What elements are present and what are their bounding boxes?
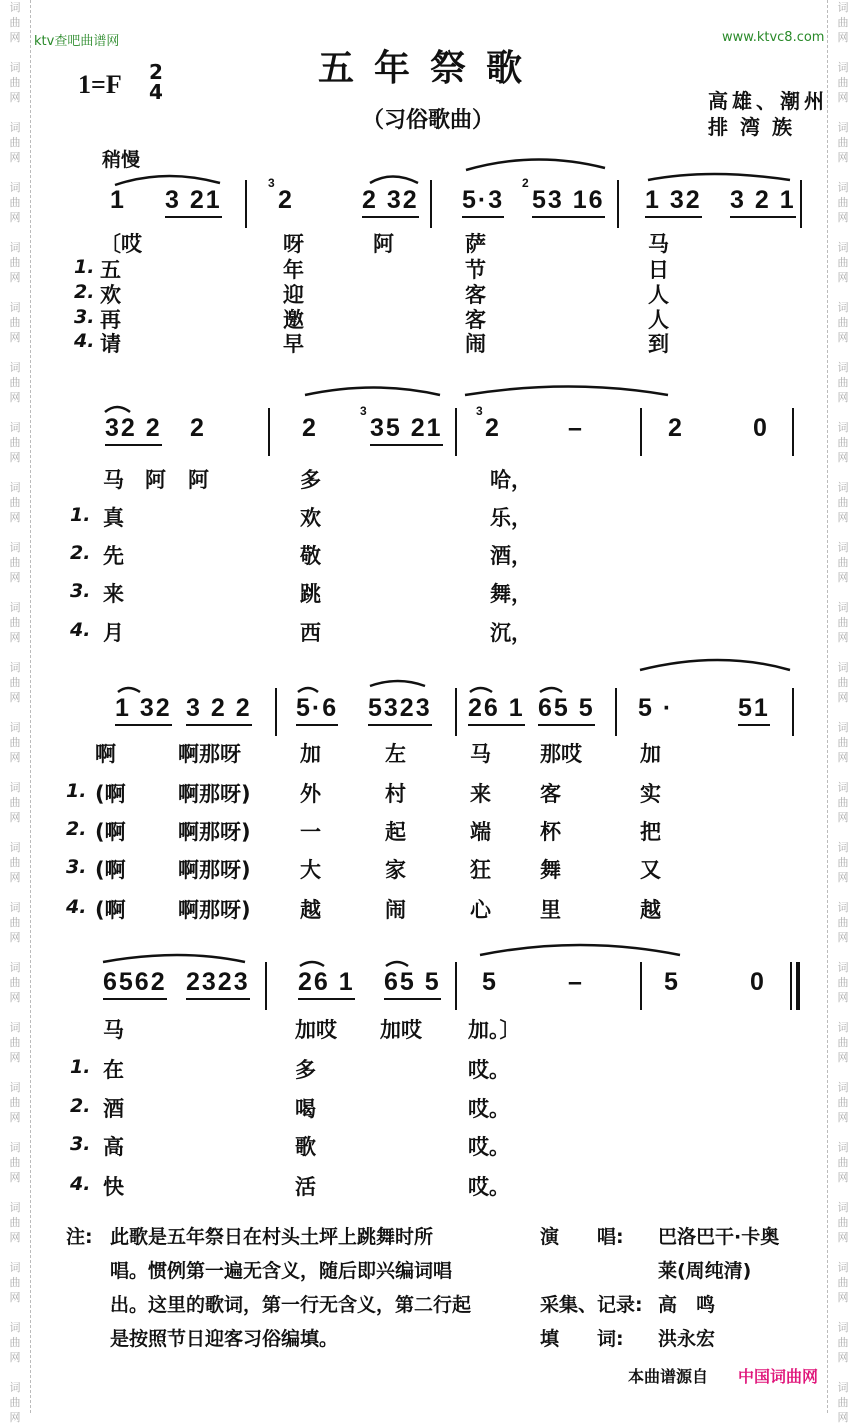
lyric: 哎。 [468, 1135, 510, 1159]
lyric: 迎 [283, 283, 304, 307]
lyric: 五 [100, 258, 121, 282]
lyric: 月 [103, 621, 124, 645]
song-subtitle: （习俗歌曲） [362, 108, 495, 133]
watermark-text: 词曲网 [837, 1261, 849, 1304]
note: 65 5 [384, 968, 441, 1000]
verse-number: 1. [70, 1056, 91, 1078]
lyric: 哈， [490, 468, 532, 492]
watermark-text: 词曲网 [9, 841, 21, 884]
watermark-text: 词曲网 [837, 541, 849, 584]
lyric: 闹 [385, 898, 406, 922]
verse-number: 4. [70, 619, 91, 641]
lyric: 加哎 [380, 1018, 422, 1042]
note: 3 21 [165, 186, 222, 218]
lyric: 客 [465, 308, 486, 332]
watermark-text: 词曲网 [9, 121, 21, 164]
origin-line2: 排湾族 [708, 115, 804, 139]
lyric: 邀 [283, 308, 304, 332]
watermark-text: 词曲网 [837, 781, 849, 824]
note: 2 [668, 414, 684, 442]
lyric: 欢 [100, 283, 121, 307]
watermark-text: 词曲网 [9, 421, 21, 464]
lyric: 阿 [188, 468, 209, 492]
lyric: 杯 [540, 820, 561, 844]
watermark-text: 词曲网 [9, 541, 21, 584]
slur [466, 159, 605, 170]
watermark-text: 词曲网 [837, 961, 849, 1004]
note: 35 21 [370, 414, 443, 446]
lyric: 阿 [145, 468, 166, 492]
watermark-text: 词曲网 [837, 1081, 849, 1124]
note: – [568, 968, 584, 996]
note: 6562 [103, 968, 167, 1000]
credit-name: 洪永宏 [658, 1328, 716, 1350]
watermark-text: 词曲网 [9, 901, 21, 944]
lyric: 来 [103, 582, 124, 606]
verse-number: 3. [70, 580, 91, 602]
credit-name: 高 鸣 [658, 1294, 716, 1316]
watermark-text: 词曲网 [9, 1, 21, 44]
lyric: 西 [300, 621, 321, 645]
slur [465, 387, 668, 396]
note: 3 2 2 [186, 694, 252, 726]
lyric: 啊那呀) [178, 820, 251, 844]
footnote-label: 注: [66, 1226, 93, 1248]
watermark-text: 词曲网 [9, 181, 21, 224]
watermark-text: 词曲网 [9, 1081, 21, 1124]
watermark-text: 词曲网 [9, 241, 21, 284]
watermark-text: 词曲网 [9, 1321, 21, 1364]
note: 53 16 [532, 186, 605, 218]
note: 32 2 [105, 414, 162, 446]
watermark-text: 词曲网 [837, 661, 849, 704]
watermark-text: 词曲网 [9, 721, 21, 764]
watermark-text: 词曲网 [837, 361, 849, 404]
source-site-link[interactable]: 中国词曲网 [738, 1367, 819, 1386]
lyric: 马 [103, 1018, 124, 1042]
slur [105, 407, 130, 412]
lyric: 越 [640, 898, 661, 922]
lyric: 起 [385, 820, 406, 844]
site-url-right: www.ktvc8.com [722, 30, 825, 45]
grace-note: 3 [360, 404, 367, 418]
lyric: 加。〕 [468, 1018, 521, 1042]
watermark-text: 词曲网 [837, 841, 849, 884]
lyric: 客 [465, 283, 486, 307]
watermark-text: 词曲网 [837, 1381, 849, 1424]
lyric: 左 [385, 742, 406, 766]
watermark-text: 词曲网 [9, 661, 21, 704]
credits [540, 1220, 779, 1356]
lyric: 多 [295, 1058, 316, 1082]
lyric: 闹 [465, 332, 486, 356]
note: 2 32 [362, 186, 419, 218]
watermark-text: 词曲网 [837, 1321, 849, 1364]
grace-note: 3 [268, 176, 275, 190]
slur [305, 388, 440, 396]
lyric: 萨 [465, 232, 486, 256]
watermark-text: 词曲网 [9, 1141, 21, 1184]
lyric: 多 [300, 468, 321, 492]
note: 2 [485, 414, 501, 442]
note: 2 [278, 186, 294, 214]
grace-note: 3 [476, 404, 483, 418]
time-top: 2 [149, 60, 163, 84]
credit-role: 采集、记录: [540, 1294, 643, 1316]
verse-number: 4. [70, 1173, 91, 1195]
lyric: 一 [300, 820, 321, 844]
slur [640, 660, 790, 670]
lyric: 高 [103, 1135, 124, 1159]
lyric: 村 [385, 782, 406, 806]
lyric: 早 [283, 332, 304, 356]
slur [540, 688, 562, 692]
lyric: 先 [103, 544, 124, 568]
lyric: 歌 [295, 1135, 316, 1159]
credit-name: 莱(周纯清) [658, 1260, 752, 1282]
verse-number: 1. [70, 504, 91, 526]
watermark-text: 词曲网 [837, 601, 849, 644]
lyric: 里 [540, 898, 561, 922]
slur [115, 176, 220, 185]
note: 3 2 1 [730, 186, 796, 218]
lyric: 啊 [95, 742, 116, 766]
lyric: 到 [648, 332, 669, 356]
note: 1 32 [645, 186, 702, 218]
lyric: 哎。 [468, 1097, 510, 1121]
note: 2 [190, 414, 206, 442]
watermark-text: 词曲网 [837, 1201, 849, 1244]
note: 1 [110, 186, 126, 214]
footnote-line: 此歌是五年祭日在村头土坪上跳舞时所 [110, 1226, 434, 1248]
time-bottom: 4 [149, 80, 163, 104]
note: 1 32 [115, 694, 172, 726]
watermark-text: 词曲网 [9, 1021, 21, 1064]
note: 5·6 [296, 694, 338, 726]
slur [300, 962, 324, 966]
verse-number: 2. [70, 542, 91, 564]
watermark-text: 词曲网 [9, 361, 21, 404]
watermark-text: 词曲网 [9, 1201, 21, 1244]
slur [370, 681, 425, 686]
lyric: 阿 [373, 232, 394, 256]
lyric: 再 [100, 308, 121, 332]
watermark-text: 词曲网 [9, 601, 21, 644]
lyric: 家 [385, 858, 406, 882]
slur [480, 945, 680, 955]
note: 51 [738, 694, 770, 726]
lyric: 人 [648, 308, 669, 332]
watermark-text: 词曲网 [837, 61, 849, 104]
watermark-text: 词曲网 [837, 1141, 849, 1184]
footnote-line: 是按照节日迎客习俗编填。 [110, 1328, 339, 1350]
lyric: 欢 [300, 506, 321, 530]
lyric: (啊 [95, 898, 126, 922]
note: 2323 [186, 968, 250, 1000]
song-title: 五年祭歌 [318, 48, 543, 89]
lyric: 啊那呀 [178, 742, 241, 766]
note: – [568, 414, 584, 442]
slur [118, 688, 140, 692]
lyric: 加哎 [295, 1018, 337, 1042]
verse-number: 3. [70, 1133, 91, 1155]
verse-number: 3. [74, 306, 95, 328]
lyric: 客 [540, 782, 561, 806]
note: 5323 [368, 694, 432, 726]
lyric: 来 [470, 782, 491, 806]
lyric: 乐， [490, 506, 532, 530]
lyric: 年 [283, 258, 304, 282]
slur [386, 962, 408, 966]
grace-note: 2 [522, 176, 529, 190]
lyric: 在 [103, 1058, 124, 1082]
lyric: 加 [640, 742, 661, 766]
note: 0 [750, 968, 766, 996]
lyric: 啊那呀) [178, 898, 251, 922]
note: 5·3 [462, 186, 504, 218]
verse-number: 4. [66, 896, 87, 918]
lyric: 请 [100, 332, 121, 356]
watermark-text: 词曲网 [837, 301, 849, 344]
lyric: 节 [465, 258, 486, 282]
note: 26 1 [468, 694, 525, 726]
lyric: 马 [103, 468, 124, 492]
lyric: 啊那呀) [178, 858, 251, 882]
lyric: 啊那呀) [178, 782, 251, 806]
lyric: 人 [648, 283, 669, 307]
watermark-text: 词曲网 [9, 961, 21, 1004]
slur [370, 177, 418, 184]
lyric: 真 [103, 506, 124, 530]
watermark-text: 词曲网 [9, 1261, 21, 1304]
verse-number: 2. [74, 281, 95, 303]
slur [648, 174, 790, 180]
lyric: 酒， [490, 544, 532, 568]
lyric: 狂 [470, 858, 491, 882]
lyric: 日 [648, 258, 669, 282]
watermark-text: 词曲网 [9, 301, 21, 344]
lyric: 喝 [295, 1097, 316, 1121]
lyric: (啊 [95, 782, 126, 806]
tempo-marking: 稍慢 [102, 149, 141, 171]
watermark-text: 词曲网 [9, 1381, 21, 1424]
site-name-left: ktv查吧曲谱网 [34, 34, 120, 49]
lyric: 那哎 [540, 742, 582, 766]
lyric: 外 [300, 782, 321, 806]
footnote [110, 1220, 471, 1356]
lyric: 〔哎 [100, 232, 142, 256]
note: 5 [482, 968, 498, 996]
note: 0 [753, 414, 769, 442]
lyric: 大 [300, 858, 321, 882]
lyric: 端 [470, 820, 491, 844]
watermark-text: 词曲网 [837, 421, 849, 464]
footnote-line: 出。这里的歌词，第一行无含义，第二行起 [110, 1294, 472, 1316]
watermark-text: 词曲网 [837, 241, 849, 284]
note: 2 [302, 414, 318, 442]
slur [470, 688, 492, 692]
slur [103, 955, 245, 962]
lyric: 马 [648, 232, 669, 256]
verse-number: 1. [74, 256, 95, 278]
lyric: (啊 [95, 858, 126, 882]
note: 26 1 [298, 968, 355, 1000]
lyric: 马 [470, 742, 491, 766]
note: 5 · [638, 694, 674, 722]
lyric: 实 [640, 782, 661, 806]
verse-number: 2. [66, 818, 87, 840]
lyric: 沉， [490, 621, 532, 645]
lyric: 快 [103, 1175, 124, 1199]
lyric: (啊 [95, 820, 126, 844]
key-signature: 1=F [78, 70, 122, 99]
credit-role: 演 唱: [540, 1226, 624, 1248]
lyric: 呀 [283, 232, 304, 256]
lyric: 又 [640, 858, 661, 882]
verse-number: 2. [70, 1095, 91, 1117]
watermark-text: 词曲网 [9, 481, 21, 524]
watermark-text: 词曲网 [837, 1021, 849, 1064]
credit-name: 巴洛巴干·卡奥 [658, 1226, 780, 1248]
lyric: 舞， [490, 582, 532, 606]
credit-role: 填 词: [540, 1328, 624, 1350]
source-prefix: 本曲谱源自 [628, 1367, 709, 1386]
watermark-text: 词曲网 [837, 901, 849, 944]
lyric: 哎。 [468, 1058, 510, 1082]
verse-number: 1. [66, 780, 87, 802]
watermark-text: 词曲网 [837, 181, 849, 224]
lyric: 跳 [300, 582, 321, 606]
note: 65 5 [538, 694, 595, 726]
verse-number: 3. [66, 856, 87, 878]
lyric: 越 [300, 898, 321, 922]
watermark-text: 词曲网 [9, 781, 21, 824]
watermark-text: 词曲网 [837, 721, 849, 764]
lyric: 舞 [540, 858, 561, 882]
verse-number: 4. [74, 330, 95, 352]
lyric: 哎。 [468, 1175, 510, 1199]
note: 5 [664, 968, 680, 996]
lyric: 酒 [103, 1097, 124, 1121]
lyric: 活 [295, 1175, 316, 1199]
origin-line1: 高雄、潮州 [708, 89, 828, 113]
watermark-text: 词曲网 [837, 481, 849, 524]
watermark-text: 词曲网 [837, 121, 849, 164]
lyric: 把 [640, 820, 661, 844]
lyric: 敬 [300, 544, 321, 568]
watermark-text: 词曲网 [9, 61, 21, 104]
slur [298, 688, 318, 692]
lyric: 加 [300, 742, 321, 766]
lyric: 心 [470, 898, 491, 922]
watermark-text: 词曲网 [837, 1, 849, 44]
footnote-line: 唱。惯例第一遍无含义，随后即兴编词唱 [110, 1260, 453, 1282]
